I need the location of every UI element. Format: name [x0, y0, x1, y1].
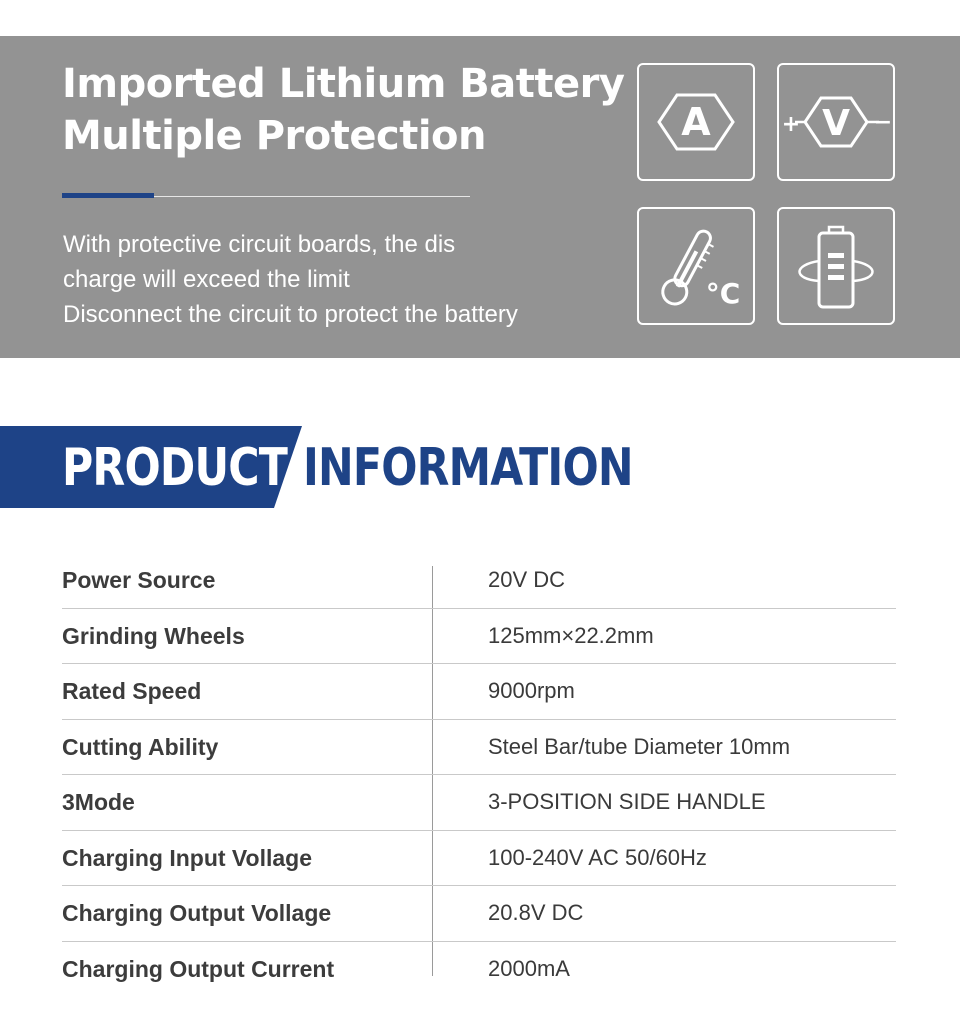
plus-glyph: + [781, 112, 801, 137]
banner-description-line-3: Disconnect the circuit to protect the battery [63, 301, 518, 328]
banner-title-line-1: Imported Lithium Battery [62, 61, 625, 107]
spec-row-charging-output-voltage [62, 886, 896, 942]
spec-label: Charging Output Current [62, 955, 335, 982]
banner-description-line-1: With protective circuit boards, the dis [63, 231, 456, 258]
title-divider-accent [62, 193, 154, 198]
voltage-glyph: V [822, 103, 850, 144]
thermometer-icon [637, 207, 755, 325]
battery-protection-banner [0, 36, 960, 358]
spec-row-cutting-ability [62, 720, 896, 776]
spec-row-charging-output-current [62, 942, 896, 997]
spec-value: 100-240V AC 50/60Hz [488, 844, 707, 870]
spec-row-grinding-wheels [62, 609, 896, 665]
spec-row-mode [62, 775, 896, 831]
section-heading-information: INFORMATION [303, 438, 633, 498]
banner-description-line-2: charge will exceed the limit [63, 266, 350, 293]
ampere-hexagon-icon [637, 63, 755, 181]
banner-description [63, 227, 518, 332]
spec-label: Cutting Ability [62, 733, 219, 760]
spec-row-power-source [62, 553, 896, 609]
spec-label: Charging Input Vollage [62, 844, 313, 871]
battery-orbit-icon [777, 207, 895, 325]
spec-table [62, 553, 896, 996]
spec-label: 3Mode [62, 789, 135, 815]
spec-label: Grinding Wheels [62, 622, 245, 649]
ampere-glyph: A [681, 100, 711, 144]
spec-value: 3-POSITION SIDE HANDLE [488, 789, 766, 814]
spec-label: Charging Output Vollage [62, 900, 332, 926]
spec-value: 20.8V DC [488, 900, 584, 925]
spec-row-rated-speed [62, 664, 896, 720]
voltage-hexagon-icon [777, 63, 895, 181]
spec-row-charging-input-voltage [62, 831, 896, 887]
spec-value: 2000mA [488, 955, 570, 981]
minus-glyph: − [873, 110, 893, 135]
spec-value: 125mm×22.2mm [488, 622, 654, 648]
section-heading-product: PRODUCT [62, 438, 288, 498]
spec-label: Power Source [62, 567, 216, 593]
spec-value: 9000rpm [488, 678, 575, 703]
banner-title [62, 58, 624, 162]
celsius-glyph: °C [705, 277, 741, 310]
spec-value: Steel Bar/tube Diameter 10mm [488, 733, 791, 759]
spec-label: Rated Speed [62, 678, 202, 704]
spec-value: 20V DC [488, 567, 566, 592]
banner-title-line-2: Multiple Protection [62, 113, 486, 159]
